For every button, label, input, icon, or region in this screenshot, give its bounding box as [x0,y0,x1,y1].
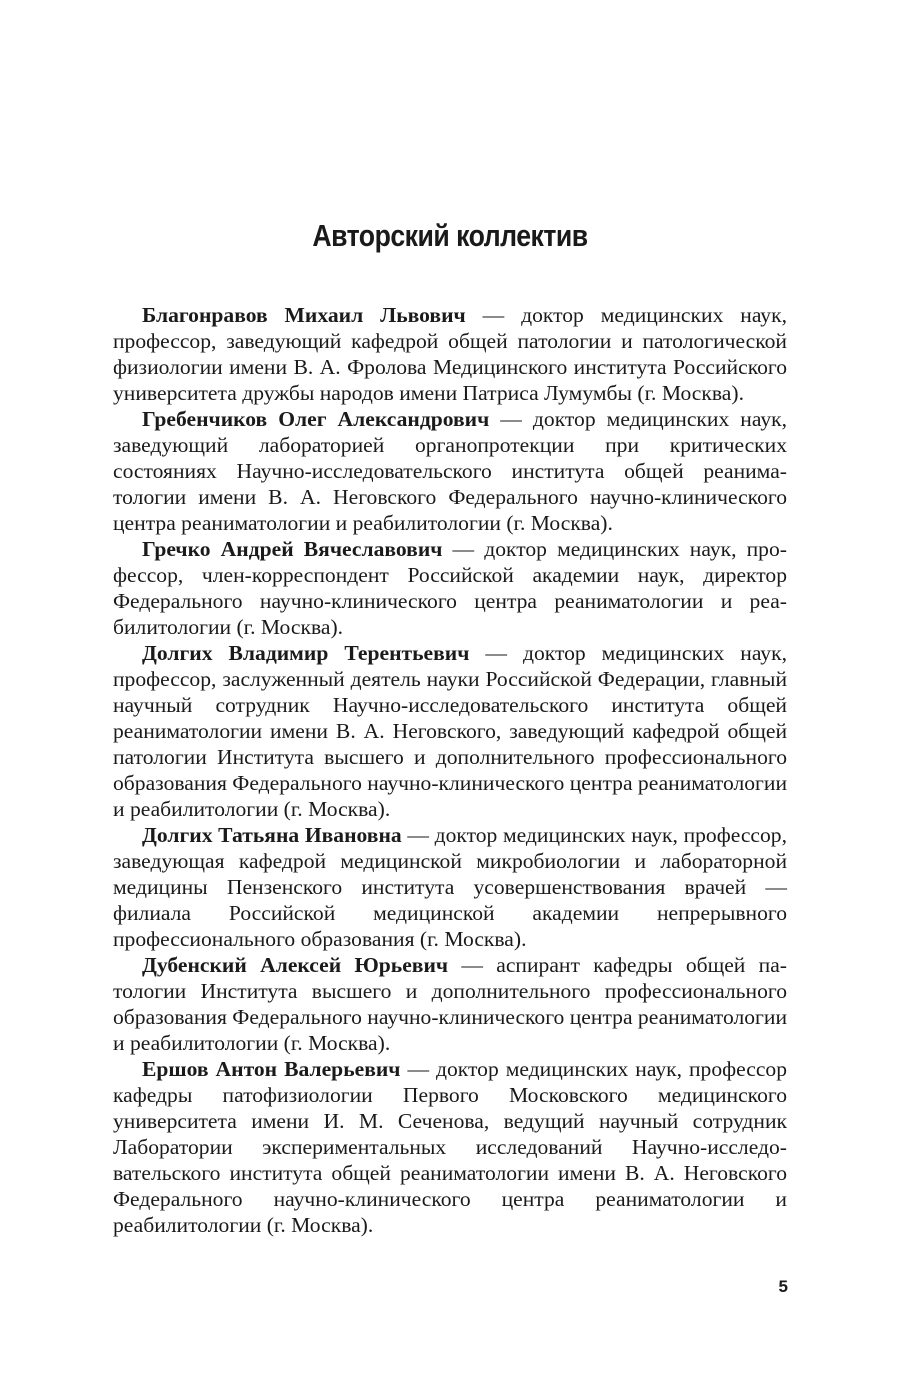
author-name: Гребенчиков Олег Александрович [142,407,490,431]
author-description: — доктор медицинских наук, заведующий лабораторией органопротекции при критических состояниях Научно-исследовательского института общей реаниматологии имени В. А. Неговского Федерального научно-клинического центра реаниматологии и реабилитологии (г. Москва). [113,407,788,535]
author-entry [113,406,787,536]
author-name: Гречко Андрей Вячеславович [142,537,443,561]
author-entry [113,1056,787,1238]
author-name: Благонравов Михаил Львович [142,303,466,327]
page-title: Авторский коллектив [312,218,588,253]
author-entry [113,952,787,1056]
author-name: Ершов Антон Валерьевич [142,1057,401,1081]
author-description: — доктор медицинских наук, профессор, заведующая кафедрой медицинской микробиологии и лабораторной медицины Пензенского института усовершенствования врачей — филиала Российской медицинской академии непрерывного профессионального образования (г. Москва). [113,823,787,951]
author-list [113,302,787,1238]
author-description: — доктор медицинских наук, профессор, заведующий кафедрой общей патологии и патологической физиологии имени В. А. Фролова Медицинского института Российского университета дружбы народов имени Патриса Лумумбы (г. Москва). [113,303,787,405]
page-number: 5 [778,1277,788,1296]
author-entry [113,302,787,406]
author-name: Дубенский Алексей Юрьевич [142,953,449,977]
author-entry [113,640,787,822]
author-entry [113,822,787,952]
author-description: — доктор медицинских наук, профессор, заслуженный деятель науки Российской Федерации, главный научный сотрудник Научно-исследовательского института общей реаниматологии имени В. А. Неговского, заведующий кафедрой общей патологии Института высшего и дополнительного профессионального образования Федерального научно-клинического центра реаниматологии и реабилитологии (г. Москва). [113,641,788,821]
author-description: — доктор медицинских наук, профессор, член-корреспондент Российской академии наук, директор Федерального научно-клинического центра реаниматологии и реабилитологии (г. Москва). [113,537,787,639]
author-description: — доктор медицинских наук, профессор кафедры патофизиологии Первого Московского медицинского университета имени И. М. Сеченова, ведущий научный сотрудник Лаборатории экспериментальных исследований Научно-исследовательского института общей реаниматологии имени В. А. Неговского Федерального научно-клинического центра реаниматологии и реабилитологии (г. Москва). [113,1057,788,1237]
author-entry [113,536,787,640]
author-name: Долгих Татьяна Ивановна [142,823,402,847]
author-name: Долгих Владимир Терентьевич [142,641,470,665]
author-description: — аспирант кафедры общей патологии Института высшего и дополнительного профессионального образования Федерального научно-клинического центра реаниматологии и реабилитологии (г. Москва). [113,953,788,1055]
